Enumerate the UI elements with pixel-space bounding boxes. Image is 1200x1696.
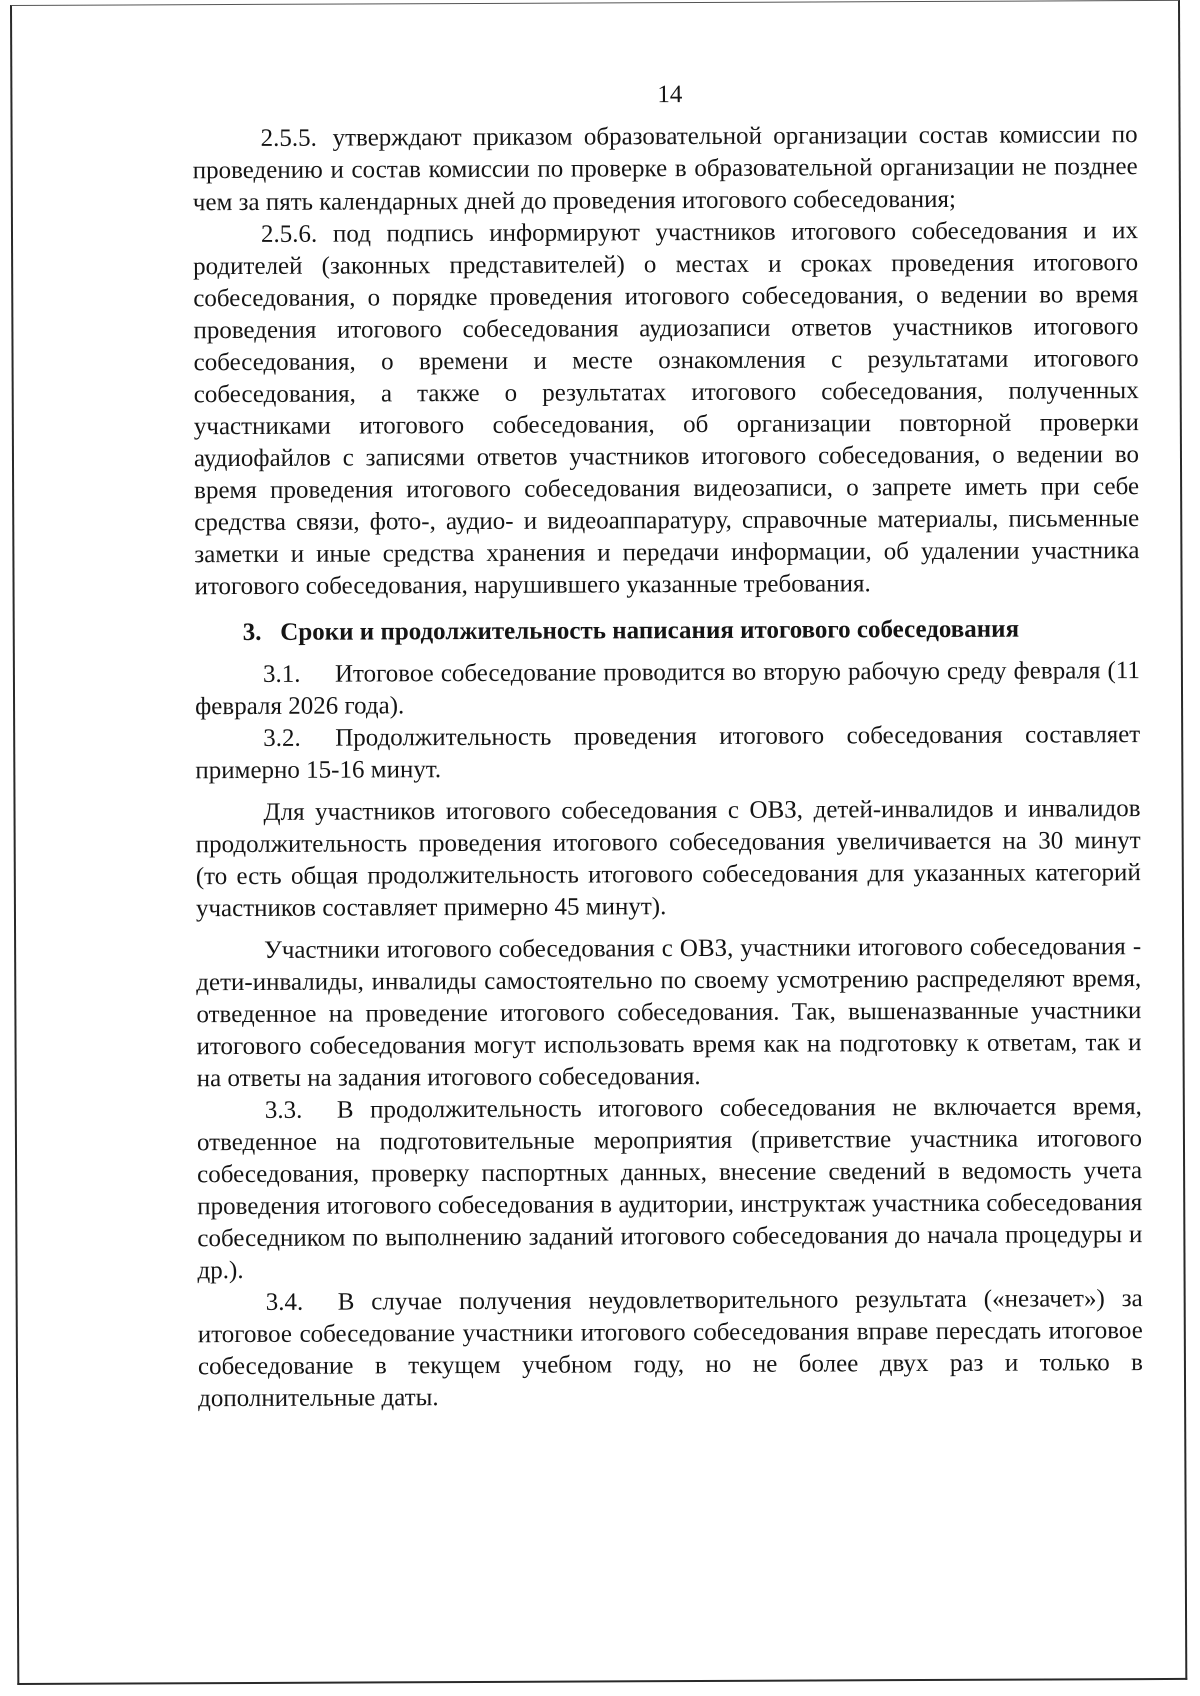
clause-number: 3.3. — [264, 1096, 303, 1124]
paragraph-3-1 — [195, 655, 1140, 723]
paragraph-text: Итоговое собеседование проводится во вторую рабочую среду февраля (11 февраля 2026 года). — [195, 657, 1140, 721]
clause-number: 2.5.5. — [260, 124, 317, 152]
clause-number: 2.5.6. — [260, 220, 318, 248]
document-page — [10, 0, 1187, 1685]
paragraph-3-3 — [197, 1091, 1143, 1287]
paragraph-ovz-duration: Для участников итогового собеседования с ОВЗ, детей-инвалидов и инвалидов продолжительность проведения итогового собеседования увеличивается на 30 минут (то есть общая продолжительность итогового собеседования для указанных категорий участников составляет примерно 45 минут). — [195, 795, 1141, 923]
paragraph-3-4 — [198, 1283, 1144, 1415]
clause-number: 3.4. — [265, 1288, 304, 1316]
page-number: 14 — [657, 81, 683, 109]
paragraph-2-5-5 — [193, 119, 1138, 219]
paragraph-text: утверждают приказом образовательной организации состав комиссии по проведению и состав комиссии по проверке в образовательной организации не позднее чем за пять календарных дней до проведения итогового собеседования; — [192, 121, 1138, 217]
paragraph-ovz-time: Участники итогового собеседования с ОВЗ, участники итогового собеседования - дети-инвалиды, инвалиды самостоятельно по своему усмотрению распределяют время, отведенное на проведение итогового собеседования. Так, вышеназванные участники итогового собеседования могут использовать время как на подготовку к ответам, так и на ответы на задания итогового собеседования. — [196, 933, 1142, 1093]
paragraph-2-5-6 — [193, 215, 1140, 603]
paragraph-text: В продолжительность итогового собеседования не включается время, отведенное на подготовительные мероприятия (приветствие участника итогового собеседования, проверку паспортных данных, внесение сведений в ведомость учета проведения итогового собеседования в аудитории, инструктаж участника собеседования собеседником по выполнению заданий итогового собеседования до начала процедуры и др.). — [196, 1093, 1143, 1285]
paragraph-text: Продолжительность проведения итогового собеседования составляет примерно 15-16 минут. — [195, 721, 1141, 785]
paragraph-text: под подпись информируют участников итогового собеседования и их родителей (законных представителей) о местах и сроках проведения итогового собеседования, о порядке проведения итогового собеседования, о ведении во время проведения итогового собеседования аудиозаписи ответов участников итогового собеседования, о времени и месте ознакомления с результатами итогового собеседования, а также о результатах итогового собеседования, полученных участниками итогового собеседования, об организации повторной проверки аудиофайлов с записями ответов участников итогового собеседования, о ведении во время проведения итогового собеседования видеозаписи, о запрете иметь при себе средства связи, фото-, аудио- и видеоаппаратуру, справочные материалы, письменные заметки и иные средства хранения и передачи информации, об удалении участника итогового собеседования, нарушившего указанные требования. — [193, 217, 1140, 601]
clause-number: 3.1. — [262, 660, 301, 688]
document-body — [192, 77, 1143, 1415]
section-heading: 3. Сроки и продолжительность написания итогового собеседования — [242, 615, 1020, 646]
paragraph-3-2 — [195, 719, 1140, 787]
clause-number: 3.2. — [263, 724, 301, 752]
paragraph-text: В случае получения неудовлетворительного результата («незачет») за итоговое собеседование участники итогового собеседования вправе пересдать итоговое собеседование в текущем учебном году, но не более двух раз и только в дополнительные даты. — [197, 1285, 1143, 1413]
